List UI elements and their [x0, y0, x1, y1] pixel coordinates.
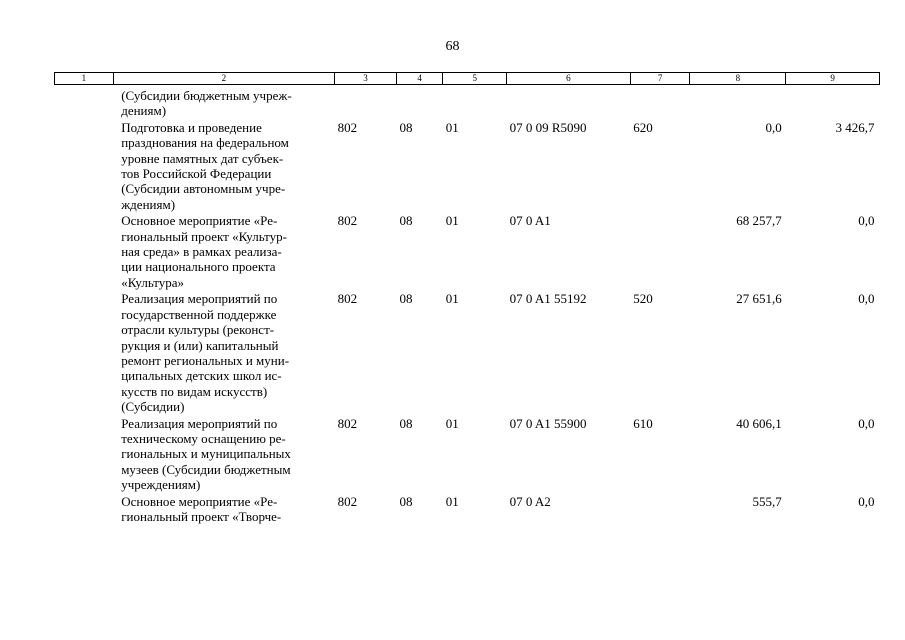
ministry-code-cell: 802 [337, 415, 358, 431]
column-header: 2 [113, 73, 334, 85]
item-name-line: ждениям) [121, 196, 176, 212]
column-number-header-row [55, 73, 880, 85]
column-header: 4 [396, 73, 442, 85]
target-article-cell: 07 0 A1 55900 [509, 415, 587, 431]
item-name-line: Реализация мероприятий по [121, 415, 278, 431]
table-row [55, 85, 880, 120]
amount-col8-cell: 27 651,6 [736, 291, 782, 307]
item-name-line: ции национального проекта [121, 259, 276, 275]
expense-type-cell [630, 494, 690, 526]
expense-type-cell [630, 213, 690, 291]
section-code-cell: 08 [399, 213, 413, 229]
row-number-cell [55, 416, 114, 494]
section-code-cell: 08 [399, 493, 413, 509]
section-code-cell [396, 85, 442, 120]
target-article-cell: 07 0 09 R5090 [509, 119, 587, 135]
subsection-code-cell: 01 [445, 415, 459, 431]
subsection-code-cell: 01 [445, 291, 459, 307]
target-article-cell: 07 0 A1 55192 [509, 291, 587, 307]
item-name-line: музеев (Субсидии бюджетным [121, 461, 291, 477]
item-name-line: кусств по видам искусств) [121, 383, 268, 399]
ministry-code-cell [335, 85, 397, 120]
expense-type-cell [630, 85, 690, 120]
amount-col8-cell: 40 606,1 [736, 415, 782, 431]
item-name-line: гиональный проект «Творче- [121, 508, 282, 524]
item-name-line: Подготовка и проведение [121, 119, 262, 135]
column-header: 8 [690, 73, 786, 85]
ministry-code-cell: 802 [337, 493, 358, 509]
column-header: 3 [335, 73, 397, 85]
target-article-cell: 07 0 A1 [509, 213, 551, 229]
item-name-line: тов Российской Федерации [121, 166, 272, 182]
item-name-line: уровне памятных дат субъек- [121, 150, 284, 166]
table-row [55, 291, 880, 415]
amount-col9-cell: 0,0 [858, 213, 875, 229]
ministry-code-cell: 802 [337, 291, 358, 307]
item-name-cell [113, 120, 334, 213]
amount-col8-cell: 0,0 [765, 119, 782, 135]
row-number-cell [55, 213, 114, 291]
target-article-cell: 07 0 A2 [509, 493, 551, 509]
amount-col8-cell: 555,7 [752, 493, 782, 509]
column-header: 5 [443, 73, 507, 85]
subsection-code-cell: 01 [445, 493, 459, 509]
item-name-line: учреждениям) [121, 477, 201, 493]
item-name-cell [113, 291, 334, 415]
item-name-line: (Субсидии автономным учре- [121, 181, 286, 197]
item-name-line: ципальных детских школ ис- [121, 368, 282, 384]
expense-type-cell: 620 [633, 119, 653, 135]
item-name-line: «Культура» [121, 274, 185, 290]
row-number-cell [55, 120, 114, 213]
item-name-line: Реализация мероприятий по [121, 291, 278, 307]
table-body [55, 85, 880, 526]
amount-col9-cell: 3 426,7 [835, 119, 875, 135]
budget-table [54, 72, 880, 525]
section-code-cell: 08 [399, 291, 413, 307]
item-name-line: ремонт региональных и муни- [121, 352, 290, 368]
row-number-cell [55, 291, 114, 415]
item-name-line: государственной поддержке [121, 306, 277, 322]
item-name-cell [113, 85, 334, 120]
item-name-cell [113, 416, 334, 494]
amount-col9-cell: 0,0 [858, 291, 875, 307]
item-name-line: гиональный проект «Культур- [121, 228, 287, 244]
row-number-cell [55, 85, 114, 120]
expense-type-cell: 520 [633, 291, 653, 307]
ministry-code-cell: 802 [337, 119, 358, 135]
subsection-code-cell [443, 85, 507, 120]
table-row [55, 494, 880, 526]
column-header: 9 [786, 73, 880, 85]
item-name-cell [113, 213, 334, 291]
amount-col9-cell [786, 85, 880, 120]
amount-col8-cell [690, 85, 786, 120]
amount-col8-cell: 68 257,7 [736, 213, 782, 229]
item-name-line: Основное мероприятие «Ре- [121, 493, 278, 509]
column-header: 1 [55, 73, 114, 85]
table-row [55, 120, 880, 213]
column-header: 7 [630, 73, 690, 85]
item-name-line: дениям) [121, 103, 167, 119]
item-name-line: гиональных и муниципальных [121, 446, 291, 462]
ministry-code-cell: 802 [337, 213, 358, 229]
section-code-cell: 08 [399, 119, 413, 135]
item-name-line: техническому оснащению ре- [121, 430, 286, 446]
expense-type-cell: 610 [633, 415, 653, 431]
item-name-line: рукция и (или) капитальный [121, 337, 279, 353]
subsection-code-cell: 01 [445, 213, 459, 229]
item-name-line: ная среда» в рамках реализа- [121, 244, 282, 260]
section-code-cell: 08 [399, 415, 413, 431]
column-header: 6 [507, 73, 631, 85]
item-name-cell [113, 494, 334, 526]
page-number: 68 [445, 39, 460, 54]
amount-col9-cell: 0,0 [858, 415, 875, 431]
item-name-line: празднования на федеральном [121, 135, 289, 151]
amount-col9-cell: 0,0 [858, 493, 875, 509]
table-row [55, 213, 880, 291]
item-name-line: (Субсидии бюджетным учреж- [121, 88, 292, 103]
subsection-code-cell: 01 [445, 119, 459, 135]
table-row [55, 416, 880, 494]
item-name-line: Основное мероприятие «Ре- [121, 213, 278, 229]
row-number-cell [55, 494, 114, 526]
target-article-cell [507, 85, 631, 120]
item-name-line: (Субсидии) [121, 399, 185, 415]
item-name-line: отрасли культуры (реконст- [121, 322, 275, 338]
